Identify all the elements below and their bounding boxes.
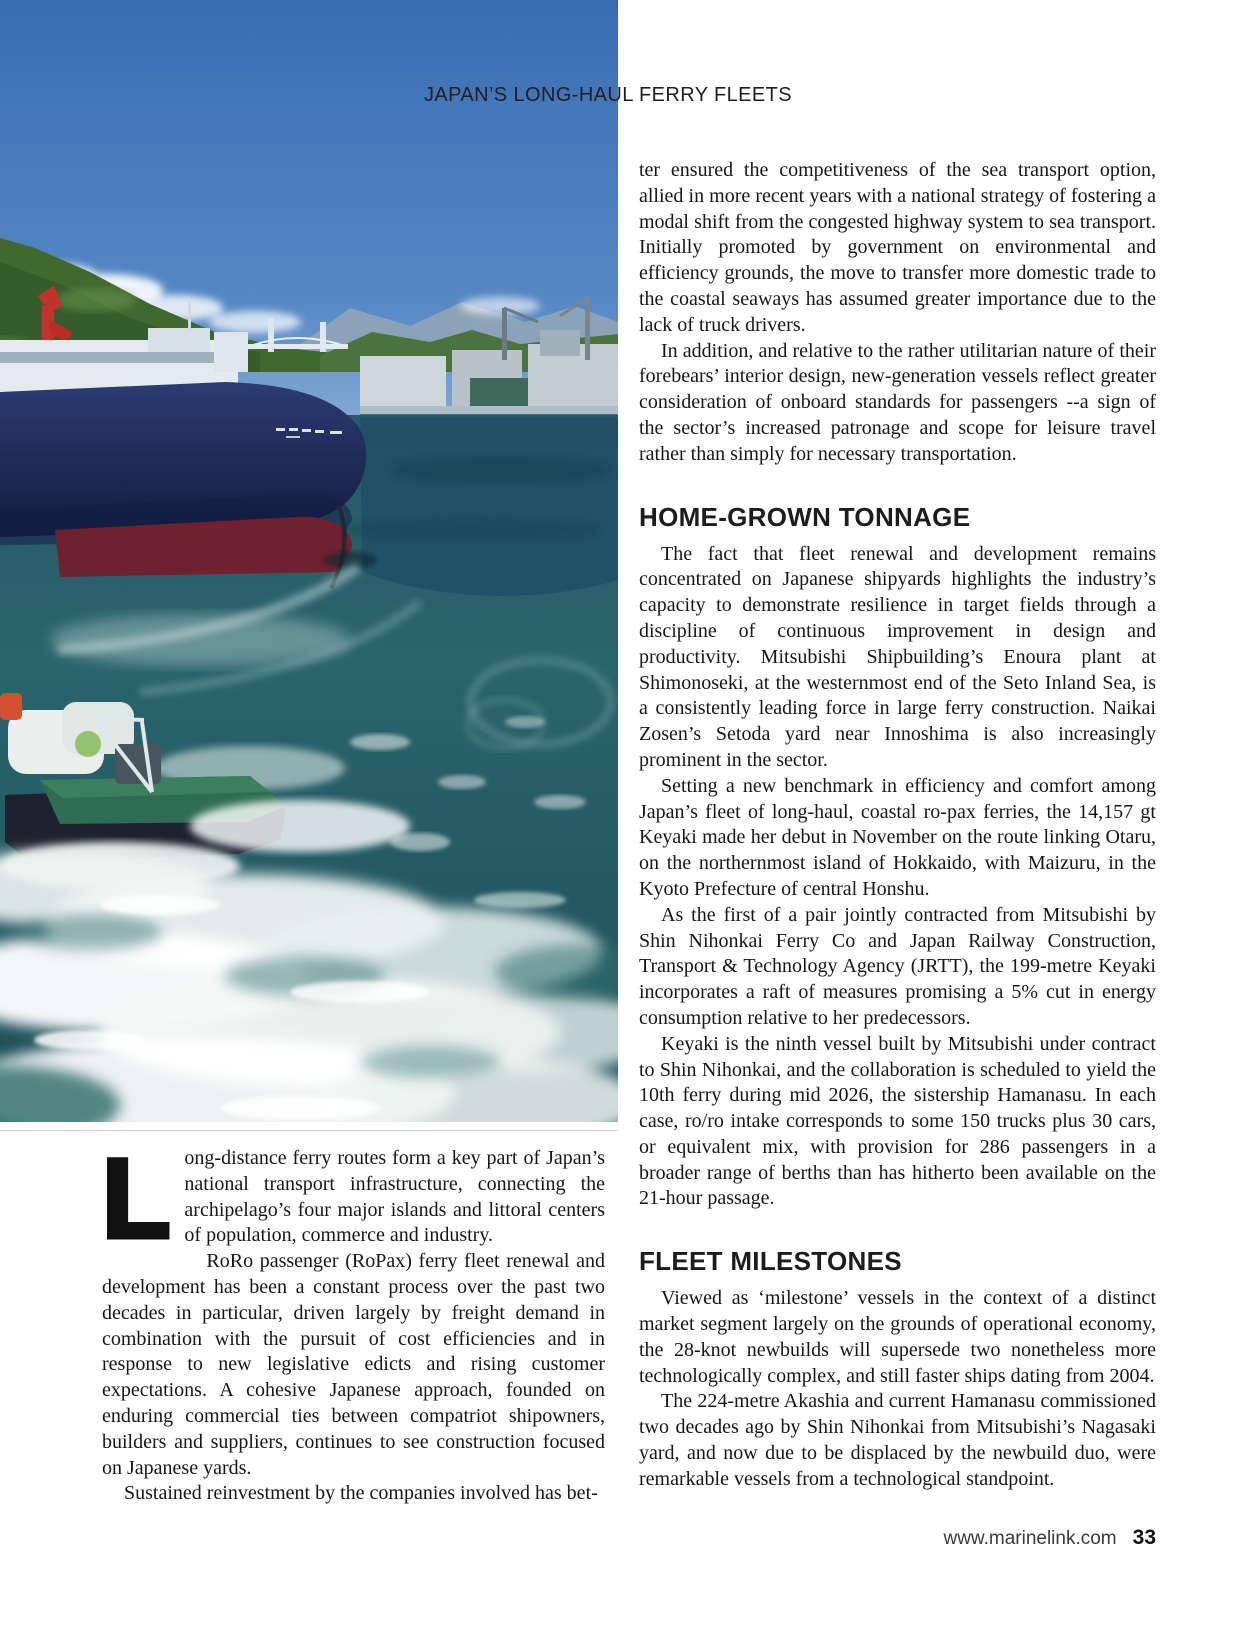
section-heading-home-grown-tonnage: HOME-GROWN TONNAGE bbox=[639, 501, 971, 532]
intro-text: ong-distance ferry routes form a key part of Japan’s national transport infrastructure, connecting the archipelago’s four major islands and littoral centers of population, commerce and industry. bbox=[184, 1147, 605, 1247]
footer-url: www.marinelink.com bbox=[943, 1528, 1117, 1549]
paragraph: RoRo passenger (RoPax) ferry fleet renewal and development has been a constant process over the past two decades in particular, driven largely by freight demand in combination with the pursuit of cost efficiencies and in response to new legislative edicts and rising customer expectations. A cohesive Japanese approach, founded on enduring commercial ties between compatriot shipowners, builders and suppliers, continues to see construction focused on Japanese yards. bbox=[102, 1250, 605, 1479]
page-header: JAPAN’S LONG-HAUL FERRY FLEETS bbox=[423, 84, 792, 106]
paragraph: In addition, and relative to the rather utilitarian nature of their forebears’ interior design, new-generation vessels reflect greater consideration of onboard standards for passengers --a sign of the sector’s increased patronage and scope for leisure travel rather than simply for necessary transportation. bbox=[639, 339, 1156, 465]
paragraph: Viewed as ‘milestone’ vessels in the context of a distinct market segment largely on the grounds of operational economy, the 28-knot newbuilds will supersede two nonetheless more technologically complex, and still faster ships dating from 2004. bbox=[639, 1287, 1156, 1387]
paragraph: Keyaki is the ninth vessel built by Mitsubishi under contract to Shin Nihonkai, and the collaboration is scheduled to yield the 10th ferry during mid 2026, the sistership Hamanasu. In each case, ro/ro intake corresponds to some 150 trucks plus 30 cars, or equivalent mix, with provision for 286 passengers in a broader range of berths than has hitherto been available on the 21-hour passage. bbox=[639, 1032, 1156, 1210]
harbor-ferry-photo bbox=[0, 0, 618, 1122]
drop-cap: L bbox=[102, 1136, 169, 1261]
intro-paragraph bbox=[102, 1136, 605, 1261]
page-footer bbox=[639, 1526, 1156, 1550]
page-number: 33 bbox=[1132, 1526, 1156, 1549]
paragraph: The 224-metre Akashia and current Hamanasu commissioned two decades ago by Shin Nihonkai from Mitsubishi’s Nagasaki yard, and now due to be displaced by the newbuild duo, were remarkable vessels from a technological standpoint. bbox=[639, 1390, 1156, 1490]
paragraph: The fact that fleet renewal and development remains concentrated on Japanese shipyards highlights the industry’s capacity to demonstrate resilience in target fields through a discipline of continuous improvement in design and productivity. Mitsubishi Shipbuilding’s Enoura plant at Shimonoseki, at the westernmost end of the Seto Inland Sea, is a consistently leading force in large ferry construction. Naikai Zosen’s Setoda yard near Innoshima is also increasingly prominent in the sector. bbox=[639, 542, 1156, 771]
paragraph: Setting a new benchmark in efficiency and comfort among Japan’s fleet of long-haul, coastal ro-pax ferries, the 14,157 gt Keyaki made her debut in November on the route linking Otaru, on the northernmost island of Hokkaido, with Maizuru, in the Kyoto Prefecture of central Honshu. bbox=[639, 774, 1156, 900]
paragraph: ter ensured the competitiveness of the sea transport option, allied in more recent years with a national strategy of fostering a modal shift from the congested highway system to sea transport. Initially promoted by government on environmental and efficiency grounds, the move to transfer more domestic trade to the coastal seaways has assumed greater importance due to the lack of truck drivers. bbox=[639, 159, 1156, 336]
section-heading-fleet-milestones: FLEET MILESTONES bbox=[639, 1246, 902, 1277]
paragraph: As the first of a pair jointly contracted from Mitsubishi by Shin Nihonkai Ferry Co and Japan Railway Construction, Transport & Technology Agency (JRTT), the 199-metre Keyaki incorporates a raft of measures promising a 5% cut in energy consumption relative to her predecessors. bbox=[639, 903, 1156, 1029]
paragraph: Sustained reinvestment by the companies involved has bet- bbox=[124, 1482, 598, 1505]
right-column bbox=[639, 158, 1156, 1493]
left-column bbox=[102, 1136, 605, 1507]
photo-bottom-rule bbox=[0, 1130, 618, 1131]
